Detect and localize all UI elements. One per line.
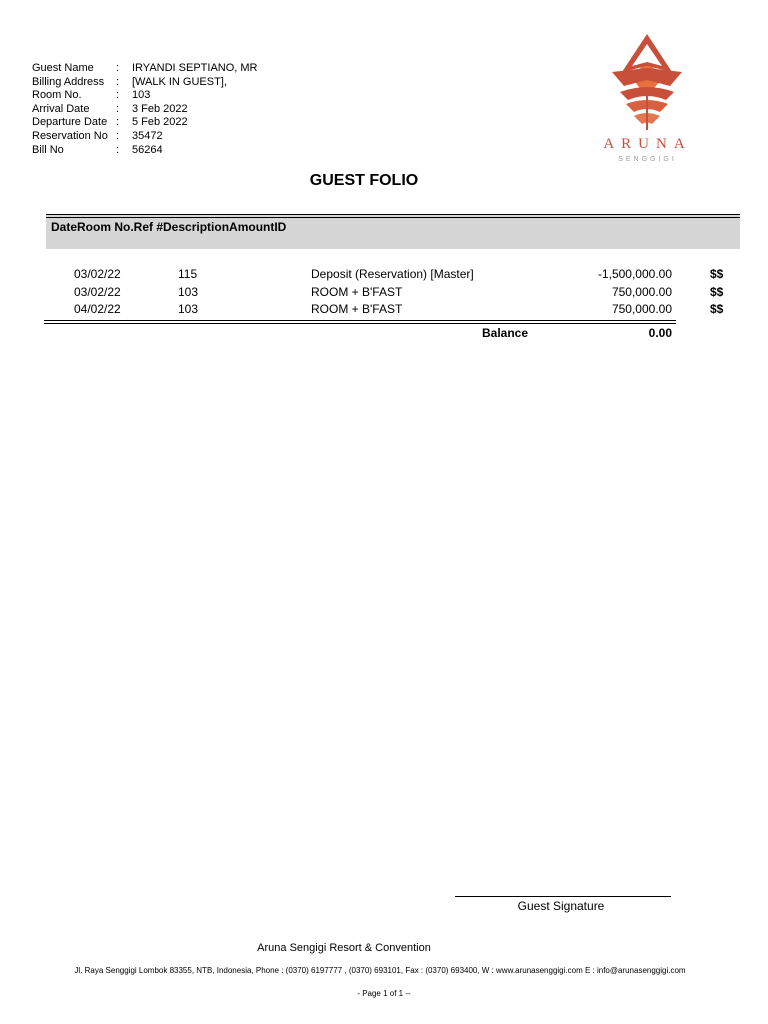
info-value: IRYANDI SEPTIANO, MR bbox=[132, 62, 258, 74]
logo-brand: ARUNA bbox=[603, 136, 692, 152]
aruna-logo-icon bbox=[590, 30, 705, 134]
total-rule bbox=[44, 323, 676, 324]
info-colon: : bbox=[116, 75, 120, 88]
footer-address: Jl. Raya Senggigi Lombok 83355, NTB, Indonesia, Phone : (0370) 6197777 , (0370) 693101, Fax : (0370) 693400, W : www.arunasenggigi.com E : info@arunasenggigi.com bbox=[74, 966, 686, 975]
info-row-arrival-date bbox=[32, 103, 258, 117]
signature-label: Guest Signature bbox=[517, 899, 605, 913]
cell-description: ROOM + B'FAST bbox=[311, 285, 403, 299]
info-label: Room No. bbox=[32, 89, 82, 102]
info-label: Guest Name bbox=[32, 62, 94, 74]
cell-description: ROOM + B'FAST bbox=[311, 302, 403, 316]
guest-info bbox=[32, 62, 258, 157]
logo-subtitle: SENGGIGI bbox=[618, 156, 677, 163]
cell-room: 103 bbox=[178, 285, 199, 299]
balance-value: 0.00 bbox=[648, 326, 672, 340]
page-title: GUEST FOLIO bbox=[309, 172, 419, 189]
cell-date: 04/02/22 bbox=[74, 302, 121, 316]
info-colon: : bbox=[116, 116, 120, 129]
balance-label: Balance bbox=[482, 326, 529, 340]
info-value: 5 Feb 2022 bbox=[132, 116, 188, 129]
info-row-bill-no bbox=[32, 144, 258, 158]
cell-date: 03/02/22 bbox=[74, 267, 121, 281]
cell-id: $$ bbox=[710, 302, 724, 316]
info-label: Bill No bbox=[32, 143, 64, 156]
info-value: 56264 bbox=[132, 143, 163, 156]
info-row-reservation-no bbox=[32, 130, 258, 144]
table-row bbox=[0, 267, 768, 284]
info-colon: : bbox=[116, 89, 120, 102]
info-colon: : bbox=[116, 102, 120, 115]
info-label: Arrival Date bbox=[32, 102, 90, 115]
cell-room: 103 bbox=[178, 302, 199, 316]
page-number: - Page 1 of 1 -- bbox=[357, 989, 411, 998]
cell-amount: 750,000.00 bbox=[611, 285, 672, 299]
info-label: Departure Date bbox=[32, 116, 108, 129]
info-colon: : bbox=[116, 129, 120, 142]
info-label: Billing Address bbox=[32, 75, 105, 88]
total-rule bbox=[44, 320, 676, 321]
footer-company-name: Aruna Sengigi Resort & Convention bbox=[257, 942, 431, 954]
info-row-departure-date bbox=[32, 116, 258, 130]
table-row bbox=[0, 302, 768, 319]
info-colon: : bbox=[116, 62, 120, 74]
table-row bbox=[0, 285, 768, 302]
info-value: 103 bbox=[132, 89, 151, 102]
info-row-guest-name bbox=[32, 62, 258, 76]
cell-date: 03/02/22 bbox=[74, 285, 121, 299]
info-value: 3 Feb 2022 bbox=[132, 102, 188, 115]
signature-line bbox=[455, 896, 671, 897]
info-row-room-no bbox=[32, 89, 258, 103]
cell-room: 115 bbox=[178, 267, 198, 281]
cell-description: Deposit (Reservation) [Master] bbox=[311, 267, 474, 281]
aruna-logo bbox=[590, 30, 705, 170]
header-rule bbox=[46, 217, 740, 218]
info-row-billing-address bbox=[32, 76, 258, 90]
cell-amount: 750,000.00 bbox=[611, 302, 672, 316]
table-header-text: DateRoom No.Ref #DescriptionAmountID bbox=[51, 220, 287, 234]
info-label: Reservation No bbox=[32, 129, 108, 142]
info-value: 35472 bbox=[132, 129, 163, 142]
info-value: [WALK IN GUEST], bbox=[132, 75, 227, 88]
table-header bbox=[46, 214, 740, 249]
cell-amount: -1,500,000.00 bbox=[597, 267, 672, 281]
info-colon: : bbox=[116, 143, 120, 156]
cell-id: $$ bbox=[710, 267, 724, 281]
cell-id: $$ bbox=[710, 285, 724, 299]
